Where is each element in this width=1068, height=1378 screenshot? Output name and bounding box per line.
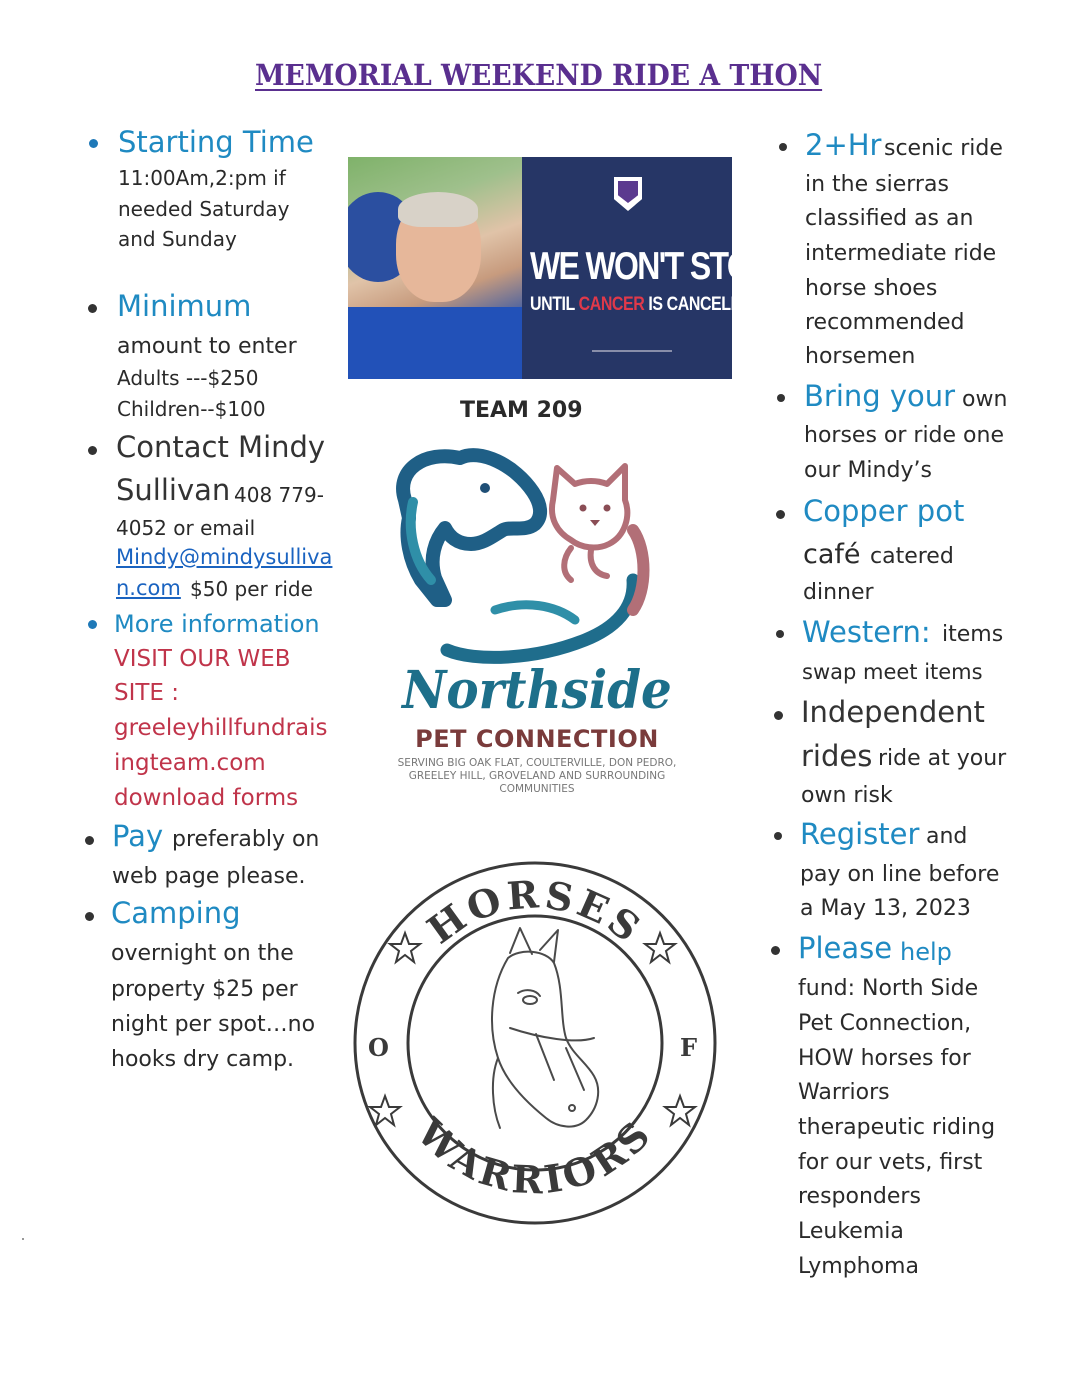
help-text: Lymphoma <box>798 1254 919 1279</box>
northside-name: Northside <box>402 660 672 721</box>
ad-photo <box>348 157 522 379</box>
western-text: items <box>942 622 1004 647</box>
independent-text: ride at your <box>878 746 1007 771</box>
cancer-ad-panel <box>522 157 770 379</box>
bullet <box>776 630 784 638</box>
minimum-adults: Adults ---$250 <box>117 366 259 390</box>
horses-of-warriors-logo <box>340 858 730 1228</box>
scan-mark <box>22 1238 24 1240</box>
bullet <box>85 912 94 921</box>
bring-horses-text: our Mindy’s <box>804 458 932 483</box>
western-heading: Western: <box>802 615 931 649</box>
email-link[interactable]: n.com <box>116 576 181 600</box>
bullet <box>88 304 97 313</box>
starting-time-text: and Sunday <box>118 227 237 251</box>
help-text: Warriors <box>798 1080 890 1105</box>
register-heading: Register <box>800 817 920 851</box>
bullet <box>774 711 783 720</box>
website-link[interactable]: greeleyhillfundrais <box>114 715 328 741</box>
bring-horses-text: own <box>962 387 1008 412</box>
help-text: Leukemia <box>798 1219 904 1244</box>
northside-subtitle: PET CONNECTION <box>415 725 659 753</box>
help-text: therapeutic riding <box>798 1115 996 1140</box>
help-text: fund: North Side <box>798 976 979 1001</box>
starting-time-heading: Starting Time <box>118 125 314 159</box>
website-link[interactable]: ingteam.com <box>114 750 266 776</box>
cafe-text: catered <box>870 544 954 569</box>
bullet <box>85 836 94 845</box>
register-text: and <box>926 824 968 849</box>
bullet <box>771 946 780 955</box>
copper-pot-heading: Copper pot <box>803 494 965 528</box>
contact-phone: 408 779- <box>234 483 324 507</box>
svg-text:HORSES: HORSES <box>418 871 652 953</box>
camping-heading: Camping <box>111 896 241 930</box>
bullet <box>88 620 97 629</box>
price-per-ride: $50 per ride <box>190 577 313 601</box>
pay-text: web page please. <box>112 864 306 889</box>
independent-text: own risk <box>801 783 893 808</box>
dog-cat-logo-icon <box>385 440 685 670</box>
more-info-heading: More information <box>114 610 320 638</box>
cafe-text: café <box>803 539 861 570</box>
ad-headline: WE WON'T STOP <box>530 245 770 288</box>
bullet <box>776 510 785 519</box>
camping-text: hooks dry camp. <box>111 1047 295 1072</box>
team-label: TEAM 209 <box>460 398 583 423</box>
contact-phone-email: 4052 or email <box>116 516 256 540</box>
more-info-text: VISIT OUR WEB <box>114 646 291 672</box>
bullet <box>779 143 787 151</box>
cafe-text: dinner <box>803 580 874 605</box>
western-text: swap meet items <box>802 660 983 684</box>
ride-text: recommended <box>805 310 965 335</box>
ride-text: in the sierras <box>805 172 949 197</box>
ride-text: intermediate ride <box>805 241 997 266</box>
minimum-text: amount to enter <box>117 334 297 359</box>
ride-text: horse shoes <box>805 276 938 301</box>
ad-subline: UNTIL CANCER IS CANCELED. <box>530 294 756 315</box>
page-title: MEMORIAL WEEKEND RIDE A THON <box>255 58 823 92</box>
starting-time-text: 11:00Am,2:pm if <box>118 166 286 190</box>
bullet <box>774 832 782 840</box>
bullet <box>89 139 98 148</box>
please-help-heading: help <box>900 938 952 966</box>
minimum-heading: Minimum <box>117 289 252 323</box>
camping-text: property $25 per <box>111 977 298 1002</box>
starting-time-text: needed Saturday <box>118 197 290 221</box>
more-info-text: SITE : <box>114 680 180 706</box>
register-text: pay on line before <box>800 862 1000 887</box>
ride-text: scenic ride <box>884 136 1003 161</box>
pay-text: preferably on <box>172 827 320 852</box>
svg-text:WARRIORS: WARRIORS <box>408 1109 662 1203</box>
ride-text: horsemen <box>805 344 916 369</box>
ride-text: classified as an <box>805 206 974 231</box>
northside-serving: SERVING BIG OAK FLAT, COULTERVILLE, DON PEDRO, GREELEY HILL, GROVELAND AND SURROUNDING COMMUNITIES <box>397 757 677 796</box>
bullet <box>777 394 785 402</box>
register-date: a May 13, 2023 <box>800 896 971 921</box>
svg-text:F: F <box>680 1033 698 1062</box>
camping-text: night per spot…no <box>111 1012 316 1037</box>
shield-icon <box>614 177 642 211</box>
bullet <box>88 446 97 455</box>
please-help-heading: Please <box>798 931 893 965</box>
contact-heading: Contact Mindy <box>116 430 326 464</box>
bring-horses-text: horses or ride one <box>804 423 1004 448</box>
ride-length-heading: 2+Hr <box>805 128 882 162</box>
svg-text:O: O <box>368 1033 389 1062</box>
minimum-children: Children--$100 <box>117 397 266 421</box>
pay-heading: Pay <box>112 819 164 853</box>
contact-name: Sullivan <box>116 473 231 507</box>
more-info-text: download forms <box>114 785 299 811</box>
bring-horses-heading: Bring your <box>804 379 956 413</box>
help-text: responders <box>798 1184 921 1209</box>
help-text: for our vets, first <box>798 1150 983 1175</box>
camping-text: overnight on the <box>111 941 294 966</box>
independent-heading: Independent <box>801 695 985 729</box>
help-text: Pet Connection, <box>798 1011 972 1036</box>
help-text: HOW horses for <box>798 1046 971 1071</box>
email-link[interactable]: Mindy@mindysulliva <box>116 545 333 569</box>
independent-rides: rides <box>801 739 873 773</box>
